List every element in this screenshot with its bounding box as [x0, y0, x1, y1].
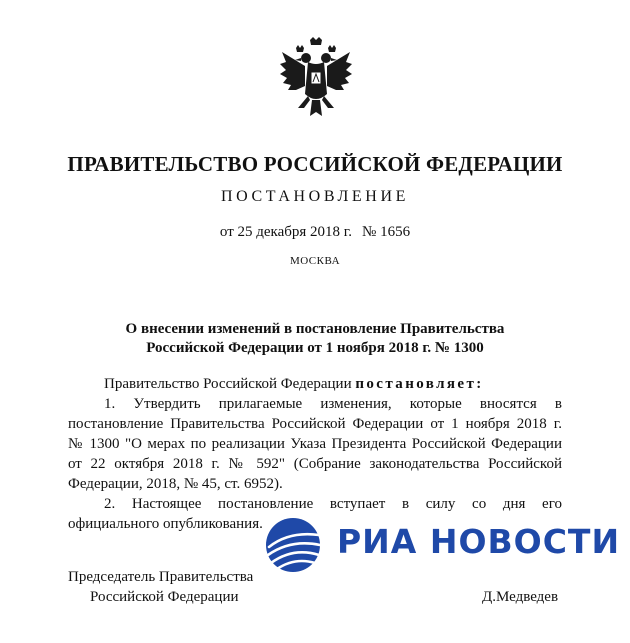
paragraph-1-line-5: Федерации, 2018, № 45, ст. 6952). [68, 476, 283, 492]
document-type: ПОСТАНОВЛЕНИЕ [221, 188, 409, 205]
signatory-position [68, 567, 253, 607]
ria-novosti-logo-icon [265, 517, 323, 573]
paragraph-1-line-3: № 1300 "О мерах по реализации Указа Президента Российской Федерации [68, 436, 562, 452]
government-title: ПРАВИТЕЛЬСТВО РОССИЙСКОЙ ФЕДЕРАЦИИ [67, 152, 563, 176]
document-date: от 25 декабря 2018 г. [219, 224, 353, 240]
ria-novosti-logo-text: РИА НОВОСТИ [337, 522, 621, 561]
decrees-word: постановляет: [355, 376, 484, 392]
subject-line-2: Российской Федерации от 1 ноября 2018 г. № 1300 [146, 340, 484, 356]
paragraph-1-line-4: от 22 октября 2018 г. № 592" (Собрание законодательства Российской [68, 456, 562, 472]
preamble-line [104, 374, 484, 394]
ria-novosti-watermark [265, 517, 621, 573]
subject-line-1: О внесении изменений в постановление Правительства [125, 321, 505, 337]
paragraph-2-line-1: 2. Настоящее постановление вступает в силу со дня его [104, 496, 562, 512]
date-line [0, 224, 630, 241]
signatory-position-line-1: Председатель Правительства [68, 569, 254, 585]
paragraph-1-line-2: постановление Правительства Российской Федерации от 1 ноября 2018 г. [68, 416, 562, 432]
paragraph-2-line-2: официального опубликования. [68, 516, 263, 532]
paragraph-1-line-1: 1. Утвердить прилагаемые изменения, которые вносятся в [104, 396, 562, 412]
coat-of-arms-icon [274, 36, 358, 128]
preamble: Правительство Российской Федерации [104, 376, 352, 392]
document-subject [0, 320, 630, 358]
signatory-position-line-2: Российской Федерации [90, 589, 239, 605]
city: МОСКВА [289, 255, 341, 267]
document-number: № 1656 [362, 224, 411, 240]
signatory-name: Д.Медведев [482, 589, 559, 605]
